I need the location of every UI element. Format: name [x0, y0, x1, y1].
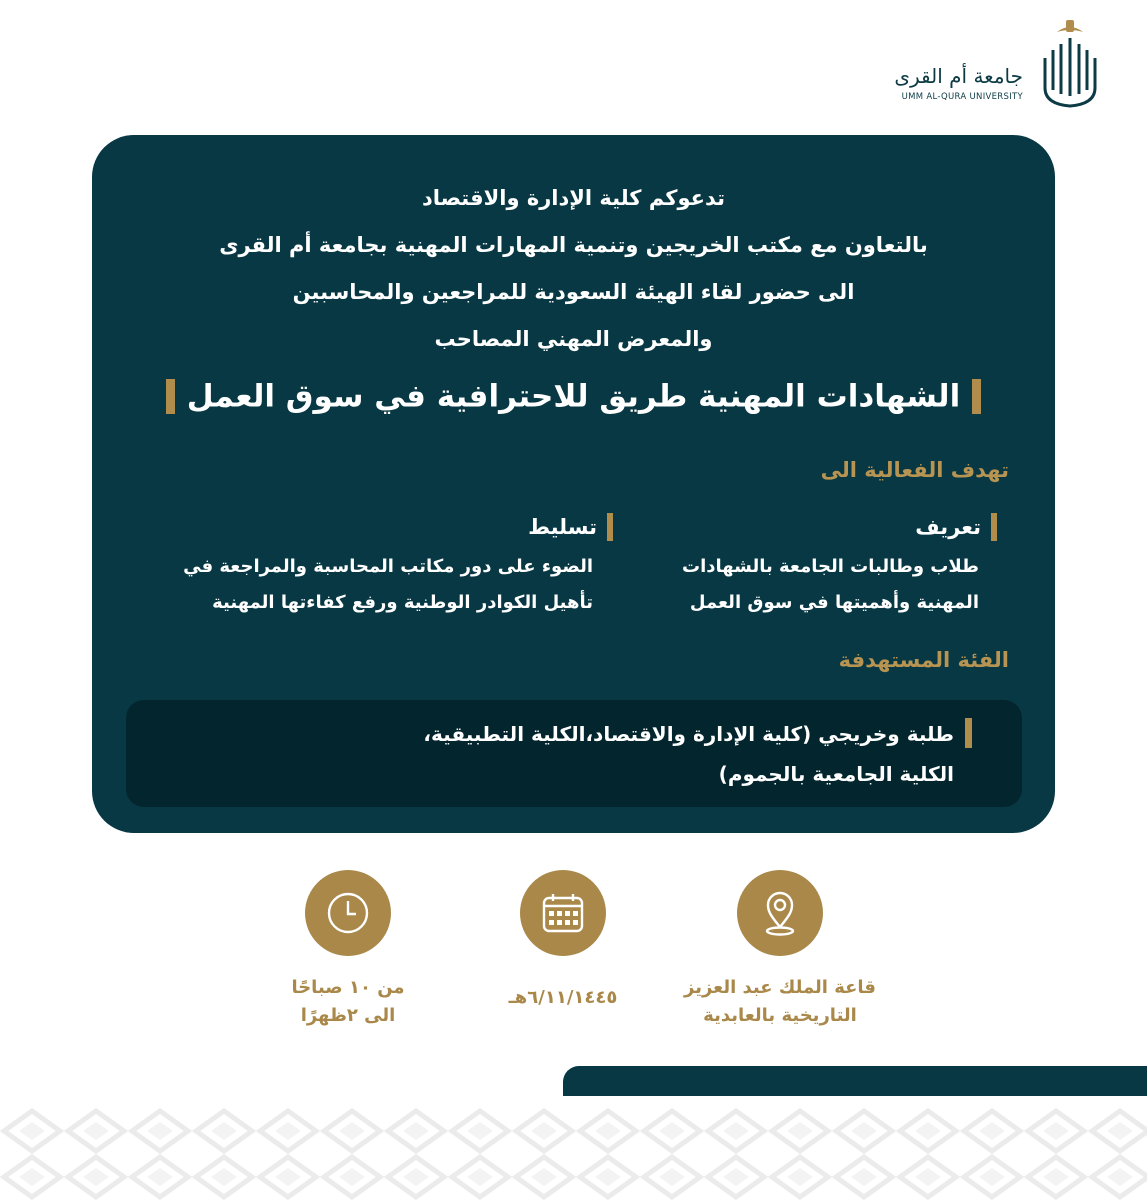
- intro-line: تدعوكم كلية الإدارة والاقتصاد: [421, 186, 726, 210]
- invitation-card: [92, 135, 1055, 833]
- university-logo-icon: [1035, 18, 1105, 108]
- location-info: [655, 870, 905, 1030]
- gold-accent-bar: [166, 379, 175, 414]
- intro-line: الى حضور لقاء الهيئة السعودية للمراجعين والمحاسبين: [292, 280, 855, 304]
- goal-define-title: [915, 513, 997, 541]
- location-line: قاعة الملك عبد العزيز: [684, 977, 876, 998]
- gold-accent-bar: [965, 718, 972, 748]
- time-info: [223, 870, 473, 1030]
- gold-accent-bar: [972, 379, 981, 414]
- time-line: الى ٢ظهرًا: [300, 1005, 396, 1026]
- intro-line: والمعرض المهني المصاحب: [434, 327, 713, 351]
- goal-highlight-title: [528, 513, 613, 541]
- goal-highlight-text: [183, 549, 593, 621]
- gold-accent-bar: [991, 513, 997, 541]
- target-audience-box: [126, 700, 1022, 807]
- university-logo: [895, 18, 1105, 108]
- footer-bar: [563, 1066, 1147, 1096]
- time-line: من ١٠ صباحًا: [291, 977, 405, 998]
- goal-highlight-title-text: تسليط: [528, 515, 597, 539]
- gold-accent-bar: [607, 513, 613, 541]
- goal-highlight-line: الضوء على دور مكاتب المحاسبة والمراجعة في: [183, 556, 593, 577]
- event-headline-text: الشهادات المهنية طريق للاحترافية في سوق العمل: [186, 378, 961, 415]
- decorative-pattern: [0, 1108, 1147, 1200]
- logo-arabic-text: جامعة أم القرى: [894, 64, 1023, 88]
- clock-icon: [305, 870, 391, 956]
- logo-english-text: UMM AL-QURA UNIVERSITY: [901, 92, 1023, 102]
- intro-line: بالتعاون مع مكتب الخريجين وتنمية المهارات المهنية بجامعة أم القرى: [219, 233, 928, 257]
- event-headline: [92, 377, 1055, 415]
- location-pin-icon: [737, 870, 823, 956]
- target-audience-text: [423, 714, 954, 794]
- date-text: ٦/١١/١٤٤٥هـ: [508, 987, 618, 1008]
- goals-heading: تهدف الفعالية الى: [820, 458, 1009, 482]
- calendar-icon: [520, 870, 606, 956]
- goal-highlight-line: تأهيل الكوادر الوطنية ورفع كفاءتها المهنية: [212, 592, 593, 613]
- location-text: [655, 974, 905, 1030]
- goal-define-line: طلاب وطالبات الجامعة بالشهادات: [682, 556, 979, 577]
- audience-line: طلبة وخريجي (كلية الإدارة والاقتصاد،الكلية التطبيقية،: [423, 722, 954, 746]
- audience-line: الكلية الجامعية بالجموم): [718, 762, 954, 786]
- goal-define-title-text: تعريف: [915, 515, 981, 539]
- audience-heading: الفئة المستهدفة: [838, 648, 1009, 672]
- date-info: [438, 870, 688, 1012]
- time-text: [223, 974, 473, 1030]
- goal-define-text: [682, 549, 979, 621]
- location-line: التاريخية بالعابدية: [703, 1005, 857, 1026]
- invitation-intro: [92, 175, 1055, 363]
- goal-define-line: المهنية وأهميتها في سوق العمل: [689, 592, 979, 613]
